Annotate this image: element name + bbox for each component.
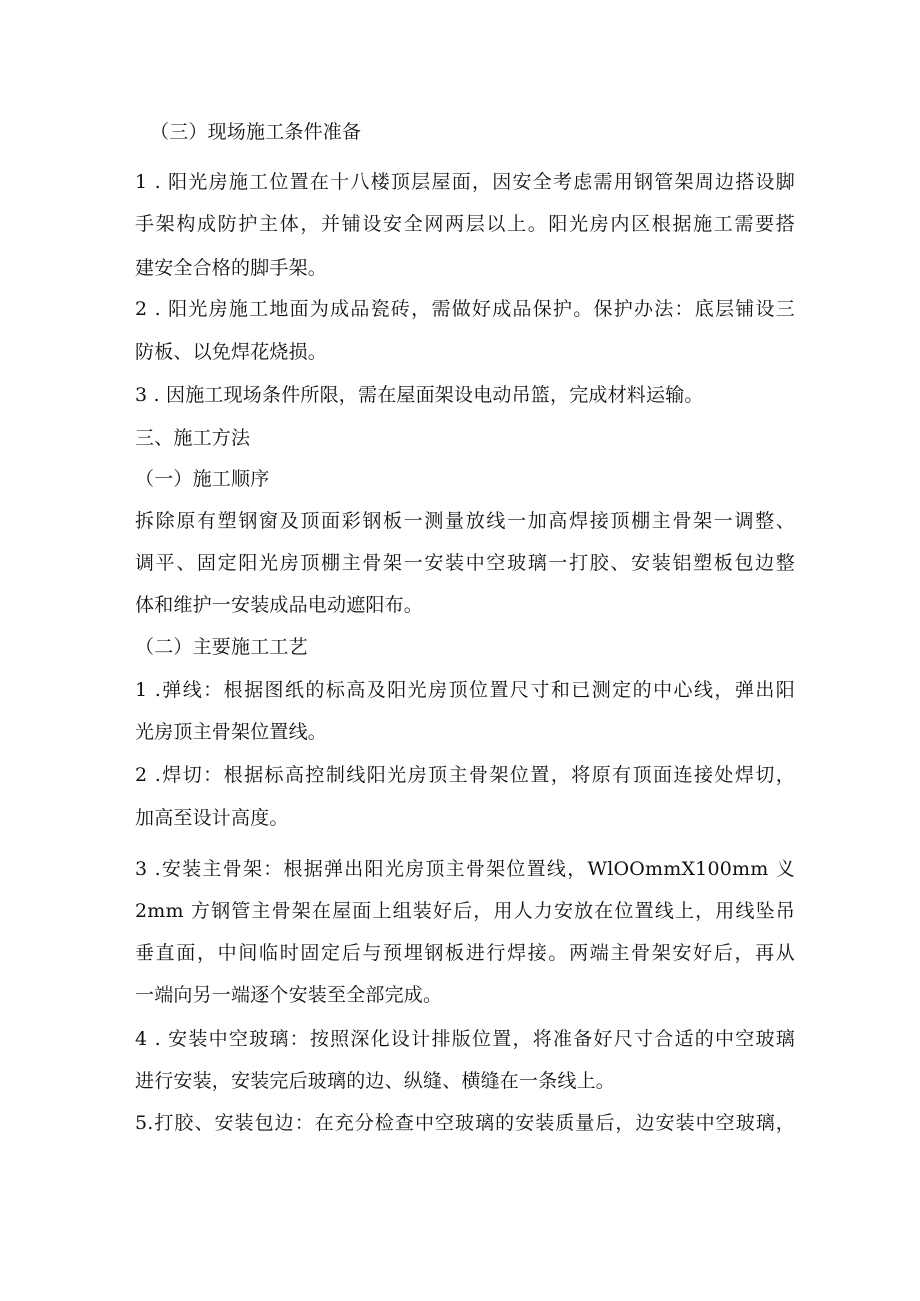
paragraph-line: 1 . 阳光房施工位置在十八楼顶层屋面，因安全考虑需用钢管架周边搭设脚 — [135, 171, 795, 193]
paragraph-line: 进行安装，安装完后玻璃的边、纵缝、横缝在一条线上。 — [135, 1070, 616, 1092]
paragraph-line: 防板、以免焊花烧损。 — [135, 341, 328, 363]
paragraph-line: 建安全合格的脚手架。 — [135, 257, 328, 279]
paragraph-line: 调平、固定阳光房顶棚主骨架一安装中空玻璃一打胶、安装铝塑板包边整 — [135, 552, 795, 574]
paragraph-line: 手架构成防护主体，并铺设安全网两层以上。阳光房内区根据施工需要搭 — [135, 213, 795, 235]
paragraph-line: 1 .弹线：根据图纸的标高及阳光房顶位置尺寸和已测定的中心线，弹出阳 — [135, 679, 795, 701]
paragraph-line: 2 . 阳光房施工地面为成品瓷砖，需做好成品保护。保护办法：底层铺设三 — [135, 298, 795, 320]
paragraph-line: 拆除原有塑钢窗及顶面彩钢板一测量放线一加高焊接顶棚主骨架一调整、 — [135, 510, 795, 532]
paragraph-line: 3 . 因施工现场条件所限，需在屋面架设电动吊篮，完成材料运输。 — [135, 384, 704, 406]
subsection-heading-main-process: （二）主要施工工艺 — [135, 636, 308, 658]
paragraph-line: 加高至设计高度。 — [135, 807, 289, 829]
paragraph-line: 光房顶主骨架位置线。 — [135, 721, 328, 743]
subsection-heading-sequence: （一）施工顺序 — [135, 468, 270, 490]
section-heading-site-conditions: （三）现场施工条件准备 — [150, 121, 362, 143]
section-heading-construction-method: 三、施工方法 — [135, 427, 251, 449]
paragraph-line: 一端向另一端逐个安装至全部完成。 — [135, 984, 443, 1006]
paragraph-line: 垂直面，中间临时固定后与预埋钢板进行焊接。两端主骨架安好后，再从 — [135, 942, 795, 964]
paragraph-line: 2 .焊切：根据标高控制线阳光房顶主骨架位置，将原有顶面连接处焊切， — [135, 764, 795, 786]
paragraph-line: 5.打胶、安装包边：在充分检查中空玻璃的安装质量后，边安装中空玻璃， — [135, 1112, 795, 1134]
paragraph-line: 体和维护一安装成品电动遮阳布。 — [135, 594, 424, 616]
paragraph-line: 3 .安装主骨架：根据弹出阳光房顶主骨架位置线，WlOOmmX100mm 义 — [135, 858, 795, 880]
paragraph-line: 2mm 方钢管主骨架在屋面上组装好后，用人力安放在位置线上，用线坠吊 — [135, 900, 795, 922]
paragraph-line: 4 . 安装中空玻璃：按照深化设计排版位置，将准备好尺寸合适的中空玻璃 — [135, 1028, 795, 1050]
